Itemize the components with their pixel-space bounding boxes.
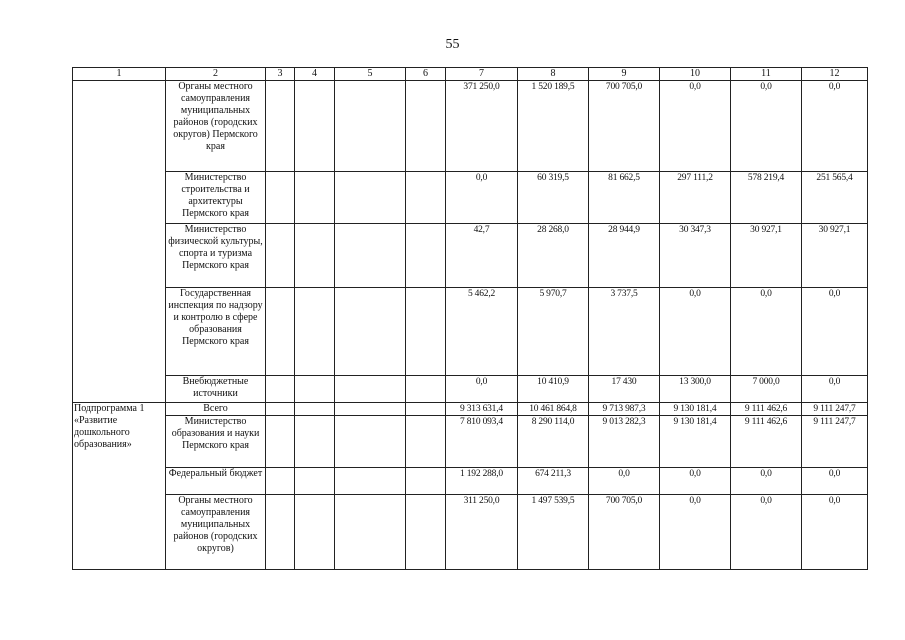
empty-cell — [266, 81, 295, 172]
table-row — [73, 224, 868, 288]
table-row — [73, 376, 868, 403]
table-row — [73, 403, 868, 416]
empty-cell — [295, 288, 335, 376]
subprogram-title — [73, 403, 166, 570]
empty-cell — [335, 224, 406, 288]
subprogram-title-line: образования» — [74, 439, 132, 450]
empty-cell — [335, 416, 406, 468]
value-cell: 9 130 181,4 — [660, 416, 731, 468]
value-cell: 0,0 — [660, 468, 731, 495]
empty-cell — [335, 495, 406, 570]
value-cell: 0,0 — [731, 81, 802, 172]
empty-cell — [295, 81, 335, 172]
value-cell: 81 662,5 — [589, 172, 660, 224]
empty-cell — [406, 288, 446, 376]
value-cell: 674 211,3 — [518, 468, 589, 495]
header-cell: 5 — [335, 68, 406, 81]
subprogram-title-line: Подпрограмма 1 — [74, 403, 145, 414]
value-cell: 0,0 — [802, 495, 868, 570]
empty-cell — [335, 403, 406, 416]
header-cell: 11 — [731, 68, 802, 81]
value-cell: 28 944,9 — [589, 224, 660, 288]
value-cell: 9 111 247,7 — [802, 416, 868, 468]
value-cell: 9 111 462,6 — [731, 403, 802, 416]
header-row — [73, 68, 868, 81]
value-cell: 0,0 — [802, 288, 868, 376]
value-cell: 0,0 — [802, 81, 868, 172]
value-cell: 28 268,0 — [518, 224, 589, 288]
header-cell: 10 — [660, 68, 731, 81]
value-cell: 0,0 — [660, 81, 731, 172]
empty-cell — [335, 172, 406, 224]
value-cell: 7 000,0 — [731, 376, 802, 403]
value-cell: 13 300,0 — [660, 376, 731, 403]
empty-cell — [406, 224, 446, 288]
budget-table — [72, 67, 868, 570]
value-cell: 371 250,0 — [446, 81, 518, 172]
empty-cell — [295, 224, 335, 288]
value-cell: 0,0 — [731, 288, 802, 376]
empty-cell — [266, 172, 295, 224]
value-cell: 9 130 181,4 — [660, 403, 731, 416]
funding-source: Органы местного самоуправления муниципальных районов (городских округов) — [166, 495, 266, 570]
value-cell: 9 713 987,3 — [589, 403, 660, 416]
table-row — [73, 81, 868, 172]
page-number: 55 — [445, 37, 460, 52]
funding-source: Министерство образования и науки Пермского края — [166, 416, 266, 468]
value-cell: 251 565,4 — [802, 172, 868, 224]
value-cell: 1 192 288,0 — [446, 468, 518, 495]
empty-cell — [335, 376, 406, 403]
header-cell: 1 — [73, 68, 166, 81]
value-cell: 30 927,1 — [731, 224, 802, 288]
value-cell: 5 462,2 — [446, 288, 518, 376]
value-cell: 9 313 631,4 — [446, 403, 518, 416]
value-cell: 10 410,9 — [518, 376, 589, 403]
value-cell: 0,0 — [731, 495, 802, 570]
value-cell: 60 319,5 — [518, 172, 589, 224]
funding-source: Внебюджетные источники — [166, 376, 266, 403]
header-cell: 8 — [518, 68, 589, 81]
value-cell: 700 705,0 — [589, 495, 660, 570]
empty-cell — [295, 416, 335, 468]
funding-source: Министерство строительства и архитектуры Пермского края — [166, 172, 266, 224]
header-cell: 3 — [266, 68, 295, 81]
value-cell: 0,0 — [446, 376, 518, 403]
header-cell: 4 — [295, 68, 335, 81]
empty-cell — [406, 172, 446, 224]
empty-cell — [335, 468, 406, 495]
header-cell: 2 — [166, 68, 266, 81]
empty-cell — [406, 468, 446, 495]
value-cell: 9 111 247,7 — [802, 403, 868, 416]
empty-cell — [295, 376, 335, 403]
empty-cell — [406, 403, 446, 416]
funding-source: Органы местного самоуправления муниципальных районов (городских округов) Пермского края — [166, 81, 266, 172]
value-cell: 5 970,7 — [518, 288, 589, 376]
funding-source: Всего — [166, 403, 266, 416]
value-cell: 30 347,3 — [660, 224, 731, 288]
funding-source: Министерство физической культуры, спорта и туризма Пермского края — [166, 224, 266, 288]
value-cell: 30 927,1 — [802, 224, 868, 288]
empty-cell — [406, 495, 446, 570]
value-cell: 0,0 — [731, 468, 802, 495]
funding-source: Государственная инспекция по надзору и контролю в сфере образования Пермского края — [166, 288, 266, 376]
value-cell: 17 430 — [589, 376, 660, 403]
value-cell: 7 810 093,4 — [446, 416, 518, 468]
value-cell: 0,0 — [660, 495, 731, 570]
empty-cell — [406, 376, 446, 403]
table-row — [73, 172, 868, 224]
empty-cell — [406, 81, 446, 172]
value-cell: 10 461 864,8 — [518, 403, 589, 416]
subprogram-title-line: «Развитие — [74, 415, 118, 426]
empty-cell — [266, 495, 295, 570]
value-cell: 1 497 539,5 — [518, 495, 589, 570]
empty-cell — [266, 416, 295, 468]
value-cell: 311 250,0 — [446, 495, 518, 570]
table-row — [73, 495, 868, 570]
funding-source: Федеральный бюджет — [166, 468, 266, 495]
header-cell: 12 — [802, 68, 868, 81]
header-cell: 7 — [446, 68, 518, 81]
empty-cell — [335, 288, 406, 376]
empty-cell — [295, 495, 335, 570]
header-cell: 6 — [406, 68, 446, 81]
empty-cell — [406, 416, 446, 468]
value-cell: 0,0 — [660, 288, 731, 376]
value-cell: 0,0 — [446, 172, 518, 224]
value-cell: 0,0 — [589, 468, 660, 495]
value-cell: 9 013 282,3 — [589, 416, 660, 468]
value-cell: 0,0 — [802, 376, 868, 403]
table-row — [73, 468, 868, 495]
program-cell-empty — [73, 81, 166, 403]
subprogram-title-line: дошкольного — [74, 427, 130, 438]
value-cell: 3 737,5 — [589, 288, 660, 376]
value-cell: 578 219,4 — [731, 172, 802, 224]
empty-cell — [295, 468, 335, 495]
empty-cell — [266, 468, 295, 495]
empty-cell — [266, 288, 295, 376]
empty-cell — [295, 403, 335, 416]
value-cell: 1 520 189,5 — [518, 81, 589, 172]
value-cell: 9 111 462,6 — [731, 416, 802, 468]
value-cell: 0,0 — [802, 468, 868, 495]
value-cell: 700 705,0 — [589, 81, 660, 172]
empty-cell — [266, 224, 295, 288]
value-cell: 8 290 114,0 — [518, 416, 589, 468]
empty-cell — [295, 172, 335, 224]
value-cell: 42,7 — [446, 224, 518, 288]
empty-cell — [335, 81, 406, 172]
empty-cell — [266, 376, 295, 403]
header-cell: 9 — [589, 68, 660, 81]
value-cell: 297 111,2 — [660, 172, 731, 224]
table-row — [73, 288, 868, 376]
table-row — [73, 416, 868, 468]
empty-cell — [266, 403, 295, 416]
